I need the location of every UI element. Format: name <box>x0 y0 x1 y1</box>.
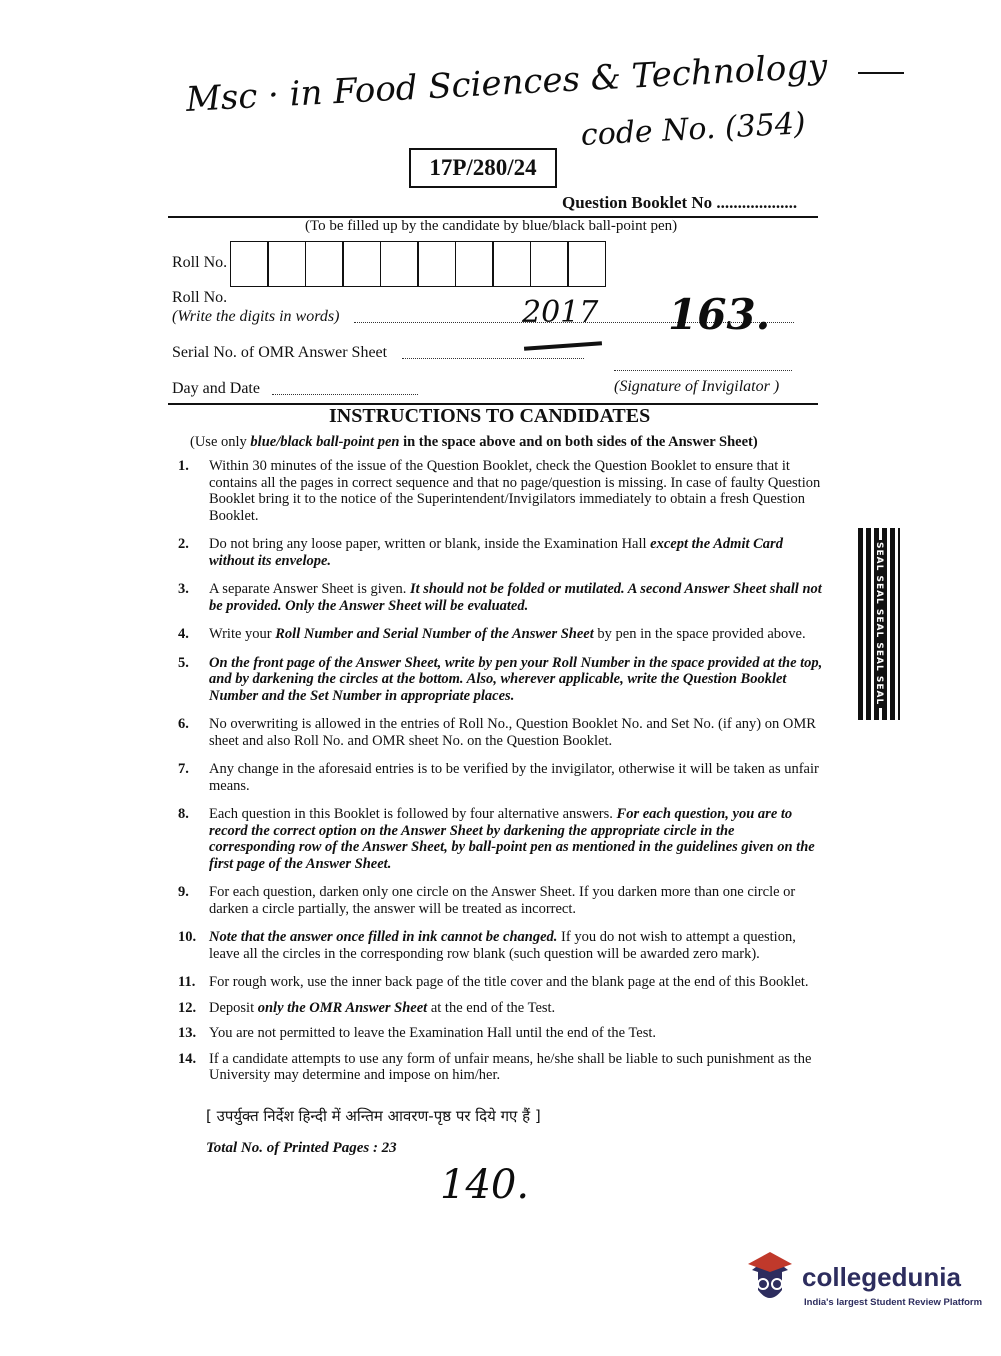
roll-digit-box <box>530 241 569 287</box>
roll-digit-box <box>267 241 306 287</box>
roll-digit-box <box>492 241 531 287</box>
total-printed-pages: Total No. of Printed Pages : 23 <box>206 1140 397 1156</box>
roll-words-sub: (Write the digits in words) <box>172 308 340 325</box>
handwritten-roll-number: 163. <box>668 290 771 339</box>
roll-digit-box <box>567 241 606 287</box>
handwritten-course-title: Msc · in Food Sciences & Technology <box>185 46 829 120</box>
day-date-label: Day and Date <box>172 380 260 397</box>
roll-words-label: Roll No. <box>172 289 228 306</box>
question-booklet-no: Question Booklet No ................... <box>562 193 798 212</box>
instruction-item: 1. Within 30 minutes of the issue of the Question Booklet, check the Question Booklet to ensure that it contains all the pages in correct sequence and that no page/question is missing. In case of faulty Question Booklet bring it to the notice of the Superintendent/Invigilators immediately to obtain a fresh Question Booklet. <box>178 458 821 524</box>
instruction-item: 13. You are not permitted to leave the Examination Hall until the end of the Test. <box>178 1025 657 1041</box>
instructions-title-text: INSTRUCTIONS TO CANDIDATES <box>329 405 651 427</box>
hindi-note: [ उपर्युक्त निर्देश हिन्दी में अन्तिम आवरण-पृष्ठ पर दिये गए हैं ] <box>206 1107 541 1125</box>
handwritten-count: 140. <box>440 1162 530 1208</box>
roll-digit-box <box>305 241 344 287</box>
handwritten-stroke <box>524 341 602 350</box>
seal-strip-text: SEAL SEAL SEAL SEAL SEAL <box>874 542 884 706</box>
seal-strip <box>858 528 900 720</box>
top-rule <box>858 72 904 74</box>
roll-digit-box <box>417 241 456 287</box>
instruction-item: 2. Do not bring any loose paper, written or blank, inside the Examination Hall except the Admit Card without its envelope. <box>178 536 783 569</box>
day-date-dotline <box>272 394 418 395</box>
invigilator-signature-label: (Signature of Invigilator ) <box>614 378 780 395</box>
roll-digit-box <box>455 241 494 287</box>
instruction-item: 7. Any change in the aforesaid entries is to be verified by the invigilator, otherwise it will be taken as unfair means. <box>178 761 819 794</box>
instruction-item: 12. Deposit only the OMR Answer Sheet at the end of the Test. <box>178 999 556 1016</box>
handwritten-year: 2017 <box>522 295 599 330</box>
fill-note: (To be filled up by the candidate by blue/black ball-point pen) <box>305 218 678 234</box>
instructions-subtitle: (Use only blue/black ball-point pen in the space above and on both sides of the Answer Sheet) <box>190 434 758 450</box>
roll-digit-box <box>342 241 381 287</box>
instruction-item: 6. No overwriting is allowed in the entries of Roll No., Question Booklet No. and Set No. (if any) on OMR sheet and also Roll No. and OMR sheet No. on the Question Booklet. <box>178 716 816 749</box>
instruction-item: 4. Write your Roll Number and Serial Number of the Answer Sheet by pen in the space provided above. <box>178 626 806 642</box>
instruction-item: 9. For each question, darken only one circle on the Answer Sheet. If you darken more than one circle or darken a circle partially, the answer will be treated as incorrect. <box>178 884 796 917</box>
instruction-item: 5. On the front page of the Answer Sheet, write by pen your Roll Number in the space provided at the top, and by darkening the circles at the bottom. Also, wherever applicable, write the Question Booklet Number and the Set Number in appropriate places. <box>178 654 823 704</box>
instructions-list <box>178 458 823 1084</box>
handwritten-course-code: code No. (354) <box>580 106 807 153</box>
signature-dotline <box>614 370 792 371</box>
omr-serial-dotline <box>402 358 584 359</box>
brand-name: collegedunia <box>802 1262 961 1292</box>
paper-code-box: 17P/280/24 <box>409 148 557 188</box>
instruction-item: 14. If a candidate attempts to use any form of unfair means, he/she shall be liable to such punishment as the University may determine and impose on him/her. <box>178 1050 812 1083</box>
instruction-item: 8. Each question in this Booklet is followed by four alternative answers. For each question, you are to record the correct option on the Answer Sheet by darkening the appropriate circle in the corresponding row of the Answer Sheet, by ball-point pen as mentioned in the guidelines given on the first page of the Answer Sheet. <box>178 806 815 872</box>
roll-digit-box <box>380 241 419 287</box>
instruction-item: 10. Note that the answer once filled in ink cannot be changed. If you do not wish to attempt a question, leave all the circles in the corresponding row blank (such question will be awarded zero mark). <box>178 929 796 962</box>
brand-tagline: India's largest Student Review Platform <box>804 1297 983 1308</box>
instruction-item: 3. A separate Answer Sheet is given. It should not be folded or mutilated. A second Answer Sheet shall not be provided. Only the Answer Sheet will be evaluated. <box>178 581 822 614</box>
omr-serial-label: Serial No. of OMR Answer Sheet <box>172 344 388 361</box>
roll-digit-box <box>230 241 269 287</box>
instruction-item: 11. For rough work, use the inner back page of the title cover and the blank page at the end of this Booklet. <box>178 974 809 990</box>
roll-no-grid <box>231 241 606 287</box>
roll-no-label: Roll No. <box>172 254 228 271</box>
